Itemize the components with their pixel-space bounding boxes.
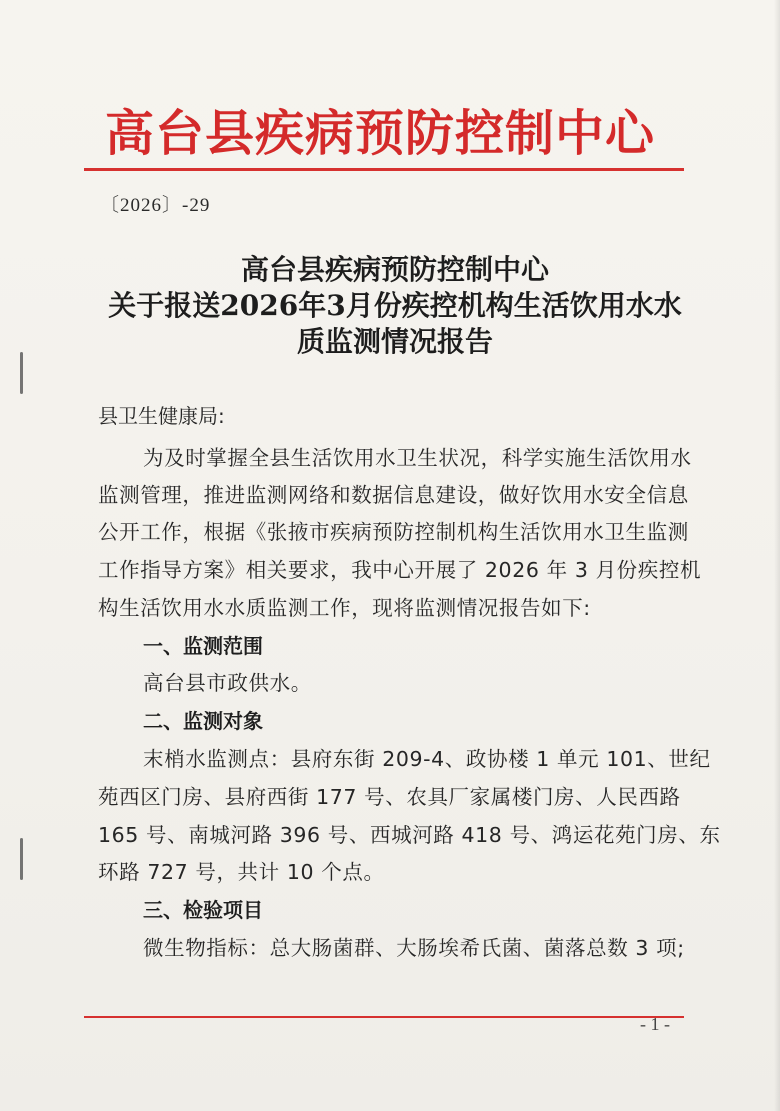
document-title: [70, 252, 720, 360]
section-heading: 一、监测范围: [143, 634, 263, 658]
document-number: 〔2026〕-29: [100, 195, 211, 216]
page-number: - 1 -: [640, 1014, 670, 1034]
title-line-1: 高台县疾病预防控制中心: [240, 253, 549, 286]
paragraph-line: 165 号、南城河路 396 号、西城河路 418 号、鸿运花苑门房、东: [98, 823, 721, 847]
section-heading: 三、检验项目: [143, 898, 263, 922]
paragraph-line: 为及时掌握全县生活饮用水卫生状况，科学实施生活饮用水: [143, 446, 692, 470]
paragraph-line: 微生物指标：总大肠菌群、大肠埃希氏菌、菌落总数 3 项;: [143, 936, 685, 960]
letterhead-organization: 高台县疾病预防控制中心: [104, 104, 655, 162]
footer-red-rule: [84, 1016, 684, 1018]
paragraph-line: 公开工作，根据《张掖市疾病预防控制机构生活饮用水卫生监测: [98, 520, 689, 544]
binding-staple-mark: [20, 838, 23, 880]
paragraph-line: 末梢水监测点：县府东街 209-4、政协楼 1 单元 101、世纪: [143, 747, 711, 771]
paragraph-line: 工作指导方案》相关要求，我中心开展了 2026 年 3 月份疾控机: [98, 558, 702, 582]
title-line-3: 质监测情况报告: [296, 325, 493, 358]
paragraph-line: 苑西区门房、县府西街 177 号、农具厂家属楼门房、人民西路: [98, 785, 681, 809]
title-line-2: 关于报送2026年3月份疾控机构生活饮用水水: [108, 289, 682, 322]
letterhead-red-rule: [84, 168, 684, 171]
paragraph-line: 环路 727 号，共计 10 个点。: [98, 860, 385, 884]
section-heading: 二、监测对象: [143, 709, 263, 733]
addressee: 县卫生健康局:: [98, 404, 225, 428]
paragraph-line: 构生活饮用水水质监测工作，现将监测情况报告如下:: [98, 596, 591, 620]
paragraph-line: 高台县市政供水。: [143, 671, 312, 695]
binding-staple-mark: [20, 352, 23, 394]
page-edge-shadow: [774, 0, 780, 1111]
paragraph-line: 监测管理，推进监测网络和数据信息建设，做好饮用水安全信息: [98, 483, 689, 507]
